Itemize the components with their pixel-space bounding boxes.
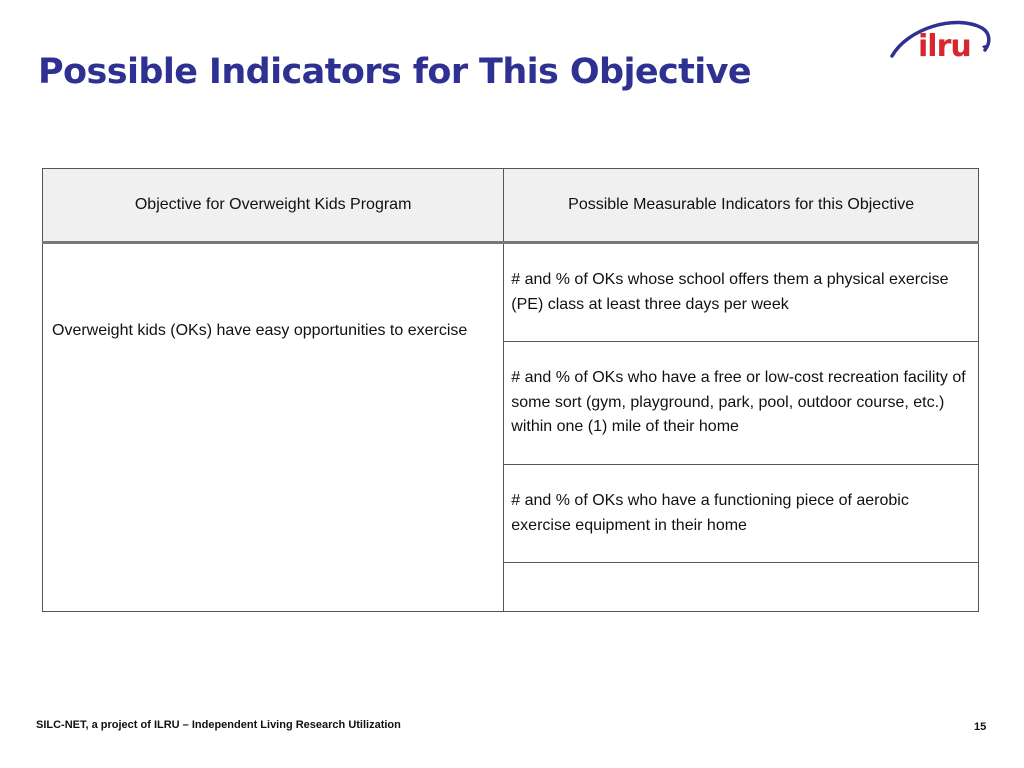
header-indicators: Possible Measurable Indicators for this Objective	[504, 169, 979, 243]
page-number: 15	[974, 721, 987, 733]
objective-cell	[43, 243, 504, 612]
table-row	[43, 243, 979, 342]
objective-text: Overweight kids (OKs) have easy opportunities to exercise	[52, 322, 468, 339]
indicator-cell-4	[504, 563, 979, 612]
indicator-cell-2: # and % of OKs who have a free or low-cost recreation facility of some sort (gym, playground, park, pool, outdoor course, etc.) within one (1) mile of their home	[504, 342, 979, 465]
indicator-cell-3: # and % of OKs who have a functioning piece of aerobic exercise equipment in their home	[504, 465, 979, 563]
slide-title: Possible Indicators for This Objective	[38, 52, 752, 92]
ilru-logo	[886, 16, 996, 76]
indicators-table	[42, 168, 979, 612]
table-header-row	[43, 169, 979, 243]
logo-text: ilru	[918, 29, 971, 64]
indicator-cell-1: # and % of OKs whose school offers them a physical exercise (PE) class at least three days per week	[504, 243, 979, 342]
header-objective: Objective for Overweight Kids Program	[43, 169, 504, 243]
footer-text: SILC-NET, a project of ILRU – Independent Living Research Utilization	[36, 719, 401, 731]
